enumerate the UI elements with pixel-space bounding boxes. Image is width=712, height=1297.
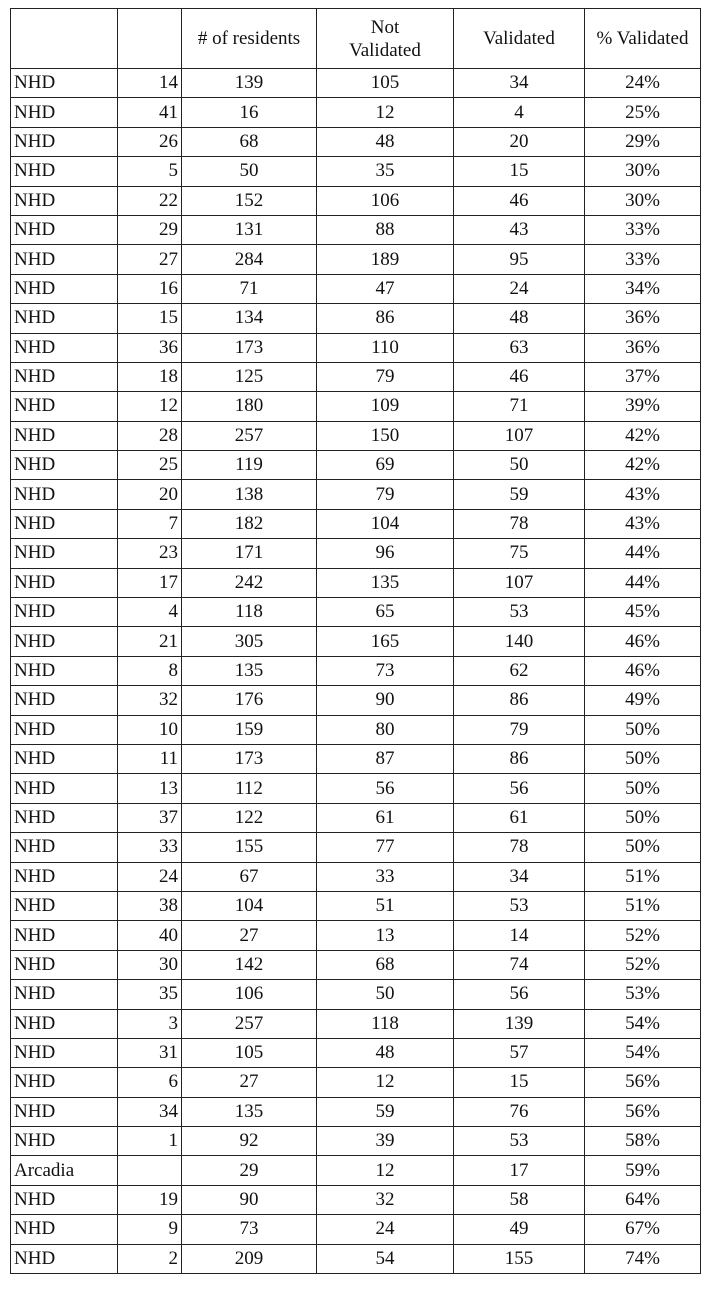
cell-district: NHD bbox=[11, 274, 118, 303]
cell-residents: 134 bbox=[182, 304, 317, 333]
table-row bbox=[11, 1127, 701, 1156]
cell-residents: 152 bbox=[182, 186, 317, 215]
cell-validated: 14 bbox=[454, 921, 585, 950]
cell-validated: 61 bbox=[454, 803, 585, 832]
cell-number: 2 bbox=[118, 1244, 182, 1273]
cell-validated: 53 bbox=[454, 1127, 585, 1156]
cell-percent-validated: 44% bbox=[585, 539, 701, 568]
cell-district: NHD bbox=[11, 715, 118, 744]
cell-number: 26 bbox=[118, 127, 182, 156]
cell-residents: 138 bbox=[182, 480, 317, 509]
cell-percent-validated: 43% bbox=[585, 509, 701, 538]
cell-not-validated: 105 bbox=[317, 69, 454, 98]
cell-residents: 176 bbox=[182, 686, 317, 715]
cell-number: 10 bbox=[118, 715, 182, 744]
cell-not-validated: 61 bbox=[317, 803, 454, 832]
cell-residents: 257 bbox=[182, 421, 317, 450]
table-row bbox=[11, 1215, 701, 1244]
cell-percent-validated: 54% bbox=[585, 1038, 701, 1067]
cell-percent-validated: 51% bbox=[585, 862, 701, 891]
cell-not-validated: 87 bbox=[317, 744, 454, 773]
table-row bbox=[11, 157, 701, 186]
header-not-validated-label: Not Validated bbox=[349, 16, 421, 61]
cell-residents: 92 bbox=[182, 1127, 317, 1156]
cell-number: 27 bbox=[118, 245, 182, 274]
table-row bbox=[11, 1097, 701, 1126]
cell-not-validated: 56 bbox=[317, 774, 454, 803]
cell-number: 35 bbox=[118, 980, 182, 1009]
table-row bbox=[11, 509, 701, 538]
cell-district: NHD bbox=[11, 1215, 118, 1244]
cell-number: 22 bbox=[118, 186, 182, 215]
cell-validated: 4 bbox=[454, 98, 585, 127]
cell-percent-validated: 36% bbox=[585, 304, 701, 333]
cell-not-validated: 35 bbox=[317, 157, 454, 186]
cell-number: 28 bbox=[118, 421, 182, 450]
cell-residents: 67 bbox=[182, 862, 317, 891]
cell-number: 1 bbox=[118, 1127, 182, 1156]
table-row bbox=[11, 1185, 701, 1214]
cell-validated: 79 bbox=[454, 715, 585, 744]
table-row bbox=[11, 627, 701, 656]
cell-percent-validated: 30% bbox=[585, 157, 701, 186]
cell-district: NHD bbox=[11, 980, 118, 1009]
cell-validated: 34 bbox=[454, 862, 585, 891]
cell-residents: 155 bbox=[182, 833, 317, 862]
cell-number: 23 bbox=[118, 539, 182, 568]
cell-percent-validated: 29% bbox=[585, 127, 701, 156]
cell-validated: 53 bbox=[454, 891, 585, 920]
cell-percent-validated: 56% bbox=[585, 1068, 701, 1097]
cell-not-validated: 165 bbox=[317, 627, 454, 656]
cell-validated: 74 bbox=[454, 950, 585, 979]
cell-not-validated: 110 bbox=[317, 333, 454, 362]
cell-district: NHD bbox=[11, 568, 118, 597]
cell-district: NHD bbox=[11, 921, 118, 950]
cell-district: NHD bbox=[11, 656, 118, 685]
cell-not-validated: 24 bbox=[317, 1215, 454, 1244]
cell-residents: 27 bbox=[182, 921, 317, 950]
cell-percent-validated: 30% bbox=[585, 186, 701, 215]
table-row bbox=[11, 715, 701, 744]
table-row bbox=[11, 69, 701, 98]
cell-validated: 53 bbox=[454, 598, 585, 627]
cell-number: 4 bbox=[118, 598, 182, 627]
cell-number: 32 bbox=[118, 686, 182, 715]
cell-number: 36 bbox=[118, 333, 182, 362]
table-row bbox=[11, 774, 701, 803]
cell-district: NHD bbox=[11, 803, 118, 832]
cell-number: 34 bbox=[118, 1097, 182, 1126]
cell-not-validated: 12 bbox=[317, 1068, 454, 1097]
cell-residents: 173 bbox=[182, 333, 317, 362]
cell-residents: 27 bbox=[182, 1068, 317, 1097]
cell-residents: 180 bbox=[182, 392, 317, 421]
cell-not-validated: 79 bbox=[317, 480, 454, 509]
cell-number: 8 bbox=[118, 656, 182, 685]
cell-percent-validated: 44% bbox=[585, 568, 701, 597]
cell-not-validated: 51 bbox=[317, 891, 454, 920]
cell-district: NHD bbox=[11, 833, 118, 862]
cell-residents: 135 bbox=[182, 1097, 317, 1126]
table-row bbox=[11, 245, 701, 274]
cell-percent-validated: 36% bbox=[585, 333, 701, 362]
cell-not-validated: 32 bbox=[317, 1185, 454, 1214]
cell-district: NHD bbox=[11, 744, 118, 773]
cell-residents: 284 bbox=[182, 245, 317, 274]
cell-district: NHD bbox=[11, 127, 118, 156]
table-row bbox=[11, 744, 701, 773]
table-row bbox=[11, 274, 701, 303]
cell-residents: 139 bbox=[182, 69, 317, 98]
cell-validated: 78 bbox=[454, 509, 585, 538]
cell-number: 37 bbox=[118, 803, 182, 832]
cell-residents: 242 bbox=[182, 568, 317, 597]
cell-residents: 112 bbox=[182, 774, 317, 803]
table-row bbox=[11, 186, 701, 215]
cell-number: 13 bbox=[118, 774, 182, 803]
table-row bbox=[11, 1156, 701, 1185]
cell-percent-validated: 42% bbox=[585, 451, 701, 480]
cell-not-validated: 88 bbox=[317, 215, 454, 244]
cell-district: NHD bbox=[11, 362, 118, 391]
cell-not-validated: 39 bbox=[317, 1127, 454, 1156]
table-row bbox=[11, 598, 701, 627]
table-row bbox=[11, 862, 701, 891]
cell-validated: 46 bbox=[454, 362, 585, 391]
table-row bbox=[11, 333, 701, 362]
cell-residents: 209 bbox=[182, 1244, 317, 1273]
table-container bbox=[10, 8, 701, 1274]
cell-percent-validated: 51% bbox=[585, 891, 701, 920]
table-row bbox=[11, 421, 701, 450]
cell-number: 14 bbox=[118, 69, 182, 98]
cell-district: Arcadia bbox=[11, 1156, 118, 1185]
cell-number: 11 bbox=[118, 744, 182, 773]
table-row bbox=[11, 833, 701, 862]
cell-district: NHD bbox=[11, 774, 118, 803]
cell-district: NHD bbox=[11, 1009, 118, 1038]
header-not-validated bbox=[317, 9, 454, 69]
cell-validated: 63 bbox=[454, 333, 585, 362]
cell-percent-validated: 25% bbox=[585, 98, 701, 127]
cell-not-validated: 96 bbox=[317, 539, 454, 568]
cell-percent-validated: 24% bbox=[585, 69, 701, 98]
cell-not-validated: 118 bbox=[317, 1009, 454, 1038]
cell-district: NHD bbox=[11, 480, 118, 509]
cell-not-validated: 65 bbox=[317, 598, 454, 627]
cell-validated: 59 bbox=[454, 480, 585, 509]
cell-percent-validated: 46% bbox=[585, 656, 701, 685]
cell-not-validated: 59 bbox=[317, 1097, 454, 1126]
cell-not-validated: 73 bbox=[317, 656, 454, 685]
header-number bbox=[118, 9, 182, 69]
cell-validated: 107 bbox=[454, 568, 585, 597]
validation-table bbox=[10, 8, 701, 1274]
cell-validated: 56 bbox=[454, 980, 585, 1009]
cell-number: 31 bbox=[118, 1038, 182, 1067]
cell-percent-validated: 67% bbox=[585, 1215, 701, 1244]
cell-number: 21 bbox=[118, 627, 182, 656]
header-percent-validated: % Validated bbox=[585, 9, 701, 69]
cell-number: 7 bbox=[118, 509, 182, 538]
table-body bbox=[11, 69, 701, 1274]
cell-residents: 105 bbox=[182, 1038, 317, 1067]
cell-not-validated: 150 bbox=[317, 421, 454, 450]
cell-validated: 17 bbox=[454, 1156, 585, 1185]
cell-residents: 90 bbox=[182, 1185, 317, 1214]
cell-residents: 68 bbox=[182, 127, 317, 156]
cell-residents: 257 bbox=[182, 1009, 317, 1038]
table-row bbox=[11, 568, 701, 597]
cell-residents: 122 bbox=[182, 803, 317, 832]
cell-not-validated: 54 bbox=[317, 1244, 454, 1273]
cell-district: NHD bbox=[11, 215, 118, 244]
cell-validated: 62 bbox=[454, 656, 585, 685]
cell-number bbox=[118, 1156, 182, 1185]
cell-percent-validated: 50% bbox=[585, 803, 701, 832]
cell-validated: 43 bbox=[454, 215, 585, 244]
cell-not-validated: 68 bbox=[317, 950, 454, 979]
cell-validated: 48 bbox=[454, 304, 585, 333]
cell-number: 30 bbox=[118, 950, 182, 979]
cell-district: NHD bbox=[11, 451, 118, 480]
cell-not-validated: 106 bbox=[317, 186, 454, 215]
cell-percent-validated: 33% bbox=[585, 245, 701, 274]
cell-percent-validated: 33% bbox=[585, 215, 701, 244]
cell-district: NHD bbox=[11, 304, 118, 333]
cell-district: NHD bbox=[11, 245, 118, 274]
cell-residents: 159 bbox=[182, 715, 317, 744]
cell-district: NHD bbox=[11, 598, 118, 627]
cell-number: 9 bbox=[118, 1215, 182, 1244]
cell-residents: 182 bbox=[182, 509, 317, 538]
cell-not-validated: 189 bbox=[317, 245, 454, 274]
cell-percent-validated: 58% bbox=[585, 1127, 701, 1156]
cell-percent-validated: 54% bbox=[585, 1009, 701, 1038]
cell-not-validated: 50 bbox=[317, 980, 454, 1009]
table-row bbox=[11, 686, 701, 715]
cell-district: NHD bbox=[11, 950, 118, 979]
cell-percent-validated: 56% bbox=[585, 1097, 701, 1126]
cell-validated: 15 bbox=[454, 1068, 585, 1097]
cell-residents: 173 bbox=[182, 744, 317, 773]
header-validated: Validated bbox=[454, 9, 585, 69]
cell-not-validated: 104 bbox=[317, 509, 454, 538]
cell-district: NHD bbox=[11, 686, 118, 715]
cell-district: NHD bbox=[11, 98, 118, 127]
cell-residents: 71 bbox=[182, 274, 317, 303]
cell-district: NHD bbox=[11, 1068, 118, 1097]
cell-percent-validated: 43% bbox=[585, 480, 701, 509]
cell-validated: 139 bbox=[454, 1009, 585, 1038]
cell-validated: 71 bbox=[454, 392, 585, 421]
cell-percent-validated: 50% bbox=[585, 744, 701, 773]
table-row bbox=[11, 921, 701, 950]
cell-district: NHD bbox=[11, 1097, 118, 1126]
cell-percent-validated: 45% bbox=[585, 598, 701, 627]
cell-district: NHD bbox=[11, 69, 118, 98]
cell-not-validated: 69 bbox=[317, 451, 454, 480]
cell-number: 6 bbox=[118, 1068, 182, 1097]
cell-not-validated: 33 bbox=[317, 862, 454, 891]
cell-validated: 46 bbox=[454, 186, 585, 215]
cell-district: NHD bbox=[11, 1038, 118, 1067]
cell-not-validated: 12 bbox=[317, 1156, 454, 1185]
cell-percent-validated: 46% bbox=[585, 627, 701, 656]
cell-percent-validated: 50% bbox=[585, 774, 701, 803]
cell-number: 3 bbox=[118, 1009, 182, 1038]
table-row bbox=[11, 362, 701, 391]
cell-residents: 305 bbox=[182, 627, 317, 656]
cell-validated: 76 bbox=[454, 1097, 585, 1126]
cell-not-validated: 135 bbox=[317, 568, 454, 597]
cell-not-validated: 109 bbox=[317, 392, 454, 421]
cell-residents: 73 bbox=[182, 1215, 317, 1244]
table-row bbox=[11, 891, 701, 920]
header-row bbox=[11, 9, 701, 69]
cell-percent-validated: 39% bbox=[585, 392, 701, 421]
table-row bbox=[11, 980, 701, 1009]
cell-number: 25 bbox=[118, 451, 182, 480]
cell-validated: 78 bbox=[454, 833, 585, 862]
cell-validated: 15 bbox=[454, 157, 585, 186]
cell-residents: 118 bbox=[182, 598, 317, 627]
cell-residents: 171 bbox=[182, 539, 317, 568]
cell-district: NHD bbox=[11, 1185, 118, 1214]
cell-district: NHD bbox=[11, 862, 118, 891]
cell-district: NHD bbox=[11, 509, 118, 538]
cell-residents: 106 bbox=[182, 980, 317, 1009]
cell-not-validated: 47 bbox=[317, 274, 454, 303]
table-row bbox=[11, 215, 701, 244]
cell-number: 24 bbox=[118, 862, 182, 891]
cell-validated: 50 bbox=[454, 451, 585, 480]
cell-validated: 75 bbox=[454, 539, 585, 568]
cell-percent-validated: 49% bbox=[585, 686, 701, 715]
cell-residents: 29 bbox=[182, 1156, 317, 1185]
cell-validated: 140 bbox=[454, 627, 585, 656]
table-row bbox=[11, 656, 701, 685]
cell-not-validated: 80 bbox=[317, 715, 454, 744]
cell-not-validated: 12 bbox=[317, 98, 454, 127]
cell-number: 18 bbox=[118, 362, 182, 391]
cell-validated: 20 bbox=[454, 127, 585, 156]
table-row bbox=[11, 1038, 701, 1067]
cell-percent-validated: 52% bbox=[585, 921, 701, 950]
cell-not-validated: 48 bbox=[317, 127, 454, 156]
cell-percent-validated: 59% bbox=[585, 1156, 701, 1185]
cell-number: 15 bbox=[118, 304, 182, 333]
cell-percent-validated: 34% bbox=[585, 274, 701, 303]
cell-percent-validated: 74% bbox=[585, 1244, 701, 1273]
cell-number: 16 bbox=[118, 274, 182, 303]
cell-district: NHD bbox=[11, 333, 118, 362]
cell-residents: 131 bbox=[182, 215, 317, 244]
cell-not-validated: 77 bbox=[317, 833, 454, 862]
cell-number: 40 bbox=[118, 921, 182, 950]
cell-number: 5 bbox=[118, 157, 182, 186]
cell-district: NHD bbox=[11, 1244, 118, 1273]
cell-percent-validated: 37% bbox=[585, 362, 701, 391]
cell-number: 17 bbox=[118, 568, 182, 597]
cell-not-validated: 86 bbox=[317, 304, 454, 333]
cell-percent-validated: 53% bbox=[585, 980, 701, 1009]
table-row bbox=[11, 1068, 701, 1097]
table-row bbox=[11, 98, 701, 127]
table-row bbox=[11, 127, 701, 156]
cell-validated: 58 bbox=[454, 1185, 585, 1214]
cell-residents: 16 bbox=[182, 98, 317, 127]
cell-validated: 86 bbox=[454, 686, 585, 715]
cell-residents: 119 bbox=[182, 451, 317, 480]
table-row bbox=[11, 480, 701, 509]
cell-district: NHD bbox=[11, 891, 118, 920]
cell-district: NHD bbox=[11, 421, 118, 450]
cell-percent-validated: 64% bbox=[585, 1185, 701, 1214]
cell-district: NHD bbox=[11, 392, 118, 421]
cell-residents: 135 bbox=[182, 656, 317, 685]
cell-not-validated: 90 bbox=[317, 686, 454, 715]
cell-percent-validated: 50% bbox=[585, 715, 701, 744]
table-row bbox=[11, 392, 701, 421]
cell-percent-validated: 52% bbox=[585, 950, 701, 979]
cell-district: NHD bbox=[11, 1127, 118, 1156]
header-residents: # of residents bbox=[182, 9, 317, 69]
cell-validated: 57 bbox=[454, 1038, 585, 1067]
cell-number: 12 bbox=[118, 392, 182, 421]
cell-number: 19 bbox=[118, 1185, 182, 1214]
cell-number: 41 bbox=[118, 98, 182, 127]
header-district bbox=[11, 9, 118, 69]
cell-not-validated: 79 bbox=[317, 362, 454, 391]
cell-district: NHD bbox=[11, 157, 118, 186]
cell-not-validated: 13 bbox=[317, 921, 454, 950]
cell-residents: 125 bbox=[182, 362, 317, 391]
cell-validated: 95 bbox=[454, 245, 585, 274]
cell-residents: 50 bbox=[182, 157, 317, 186]
cell-validated: 155 bbox=[454, 1244, 585, 1273]
table-row bbox=[11, 539, 701, 568]
cell-residents: 142 bbox=[182, 950, 317, 979]
cell-validated: 56 bbox=[454, 774, 585, 803]
cell-number: 33 bbox=[118, 833, 182, 862]
table-row bbox=[11, 1244, 701, 1273]
cell-number: 20 bbox=[118, 480, 182, 509]
table-row bbox=[11, 950, 701, 979]
cell-percent-validated: 42% bbox=[585, 421, 701, 450]
cell-number: 29 bbox=[118, 215, 182, 244]
cell-district: NHD bbox=[11, 186, 118, 215]
cell-validated: 49 bbox=[454, 1215, 585, 1244]
cell-percent-validated: 50% bbox=[585, 833, 701, 862]
table-row bbox=[11, 451, 701, 480]
table-row bbox=[11, 304, 701, 333]
cell-validated: 24 bbox=[454, 274, 585, 303]
cell-validated: 34 bbox=[454, 69, 585, 98]
cell-validated: 107 bbox=[454, 421, 585, 450]
table-row bbox=[11, 1009, 701, 1038]
table-row bbox=[11, 803, 701, 832]
cell-not-validated: 48 bbox=[317, 1038, 454, 1067]
cell-residents: 104 bbox=[182, 891, 317, 920]
cell-validated: 86 bbox=[454, 744, 585, 773]
cell-district: NHD bbox=[11, 539, 118, 568]
cell-district: NHD bbox=[11, 627, 118, 656]
cell-number: 38 bbox=[118, 891, 182, 920]
